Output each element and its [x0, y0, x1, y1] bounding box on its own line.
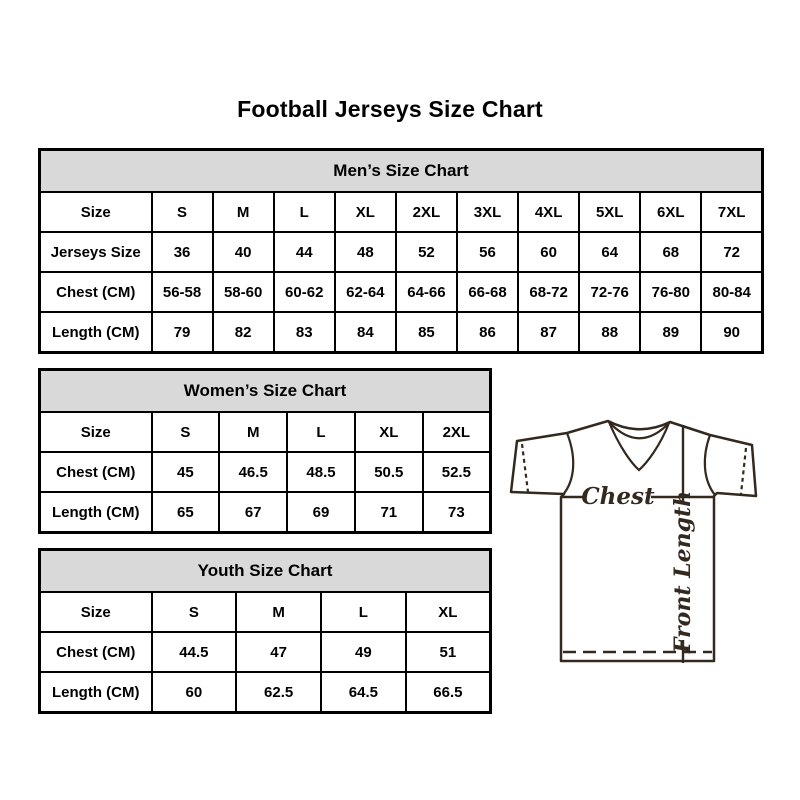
value-cell: 76-80 — [640, 272, 701, 312]
value-cell: 6XL — [640, 192, 701, 232]
value-cell: 62-64 — [335, 272, 396, 312]
value-cell: 68 — [640, 232, 701, 272]
value-cell: M — [219, 412, 287, 452]
value-cell: 86 — [457, 312, 518, 353]
value-cell: 73 — [423, 492, 491, 533]
table-row — [40, 312, 763, 353]
value-cell: XL — [355, 412, 423, 452]
table-row — [40, 192, 763, 232]
value-cell: 4XL — [518, 192, 579, 232]
womens-table-body — [40, 412, 491, 533]
row-label-cell: Chest (CM) — [40, 452, 152, 492]
value-cell: S — [152, 192, 213, 232]
value-cell: 2XL — [396, 192, 457, 232]
value-cell: 58-60 — [213, 272, 274, 312]
value-cell: 48 — [335, 232, 396, 272]
value-cell: 67 — [219, 492, 287, 533]
value-cell: 3XL — [457, 192, 518, 232]
value-cell: L — [274, 192, 335, 232]
value-cell: L — [321, 592, 406, 632]
value-cell: 71 — [355, 492, 423, 533]
value-cell: 45 — [152, 452, 220, 492]
jersey-outline-shape — [511, 421, 756, 661]
value-cell: 83 — [274, 312, 335, 353]
value-cell: 60-62 — [274, 272, 335, 312]
value-cell: 65 — [152, 492, 220, 533]
table-row — [40, 412, 491, 452]
table-title: Youth Size Chart — [40, 550, 491, 593]
value-cell: 44 — [274, 232, 335, 272]
value-cell: 60 — [518, 232, 579, 272]
table-title-row — [40, 150, 763, 193]
value-cell: S — [152, 412, 220, 452]
value-cell: S — [152, 592, 237, 632]
row-label-cell: Chest (CM) — [40, 632, 152, 672]
table-row — [40, 632, 491, 672]
value-cell: 56 — [457, 232, 518, 272]
value-cell: 44.5 — [152, 632, 237, 672]
value-cell: M — [236, 592, 321, 632]
table-title: Men’s Size Chart — [40, 150, 763, 193]
youth-table-body — [40, 592, 491, 713]
value-cell: XL — [335, 192, 396, 232]
value-cell: 2XL — [423, 412, 491, 452]
mens-size-chart-table — [38, 148, 764, 354]
value-cell: 50.5 — [355, 452, 423, 492]
page-title: Football Jerseys Size Chart — [237, 96, 543, 122]
value-cell: 87 — [518, 312, 579, 353]
table-title-row — [40, 370, 491, 413]
value-cell: 88 — [579, 312, 640, 353]
value-cell: 52 — [396, 232, 457, 272]
value-cell: 48.5 — [287, 452, 355, 492]
table-title: Women’s Size Chart — [40, 370, 491, 413]
row-label-cell: Length (CM) — [40, 492, 152, 533]
value-cell: 79 — [152, 312, 213, 353]
table-row — [40, 452, 491, 492]
row-label-cell: Length (CM) — [40, 672, 152, 713]
value-cell: 66.5 — [406, 672, 491, 713]
table-row — [40, 672, 491, 713]
value-cell: 72-76 — [579, 272, 640, 312]
row-label-cell: Chest (CM) — [40, 272, 152, 312]
value-cell: L — [287, 412, 355, 452]
value-cell: 84 — [335, 312, 396, 353]
value-cell: 51 — [406, 632, 491, 672]
value-cell: 90 — [701, 312, 762, 353]
value-cell: 66-68 — [457, 272, 518, 312]
table-row — [40, 272, 763, 312]
mens-table-body — [40, 192, 763, 353]
value-cell: 64-66 — [396, 272, 457, 312]
value-cell: 40 — [213, 232, 274, 272]
row-label-cell: Size — [40, 192, 152, 232]
jersey-measurement-diagram — [500, 400, 770, 680]
table-row — [40, 492, 491, 533]
front-length-label: Front Length — [670, 490, 696, 654]
row-label-cell: Length (CM) — [40, 312, 152, 353]
row-label-cell: Jerseys Size — [40, 232, 152, 272]
chest-label: Chest — [581, 483, 655, 510]
womens-size-chart-table — [38, 368, 492, 534]
value-cell: 52.5 — [423, 452, 491, 492]
value-cell: 85 — [396, 312, 457, 353]
value-cell: 46.5 — [219, 452, 287, 492]
table-row — [40, 592, 491, 632]
value-cell: 80-84 — [701, 272, 762, 312]
value-cell: 72 — [701, 232, 762, 272]
value-cell: 49 — [321, 632, 406, 672]
table-row — [40, 232, 763, 272]
value-cell: 89 — [640, 312, 701, 353]
youth-size-chart-table — [38, 548, 492, 714]
value-cell: 64.5 — [321, 672, 406, 713]
value-cell: 69 — [287, 492, 355, 533]
value-cell: 82 — [213, 312, 274, 353]
row-label-cell: Size — [40, 592, 152, 632]
value-cell: 62.5 — [236, 672, 321, 713]
value-cell: M — [213, 192, 274, 232]
value-cell: 36 — [152, 232, 213, 272]
value-cell: 5XL — [579, 192, 640, 232]
row-label-cell: Size — [40, 412, 152, 452]
value-cell: 47 — [236, 632, 321, 672]
value-cell: 68-72 — [518, 272, 579, 312]
table-title-row — [40, 550, 491, 593]
value-cell: 56-58 — [152, 272, 213, 312]
value-cell: 64 — [579, 232, 640, 272]
value-cell: XL — [406, 592, 491, 632]
value-cell: 60 — [152, 672, 237, 713]
value-cell: 7XL — [701, 192, 762, 232]
